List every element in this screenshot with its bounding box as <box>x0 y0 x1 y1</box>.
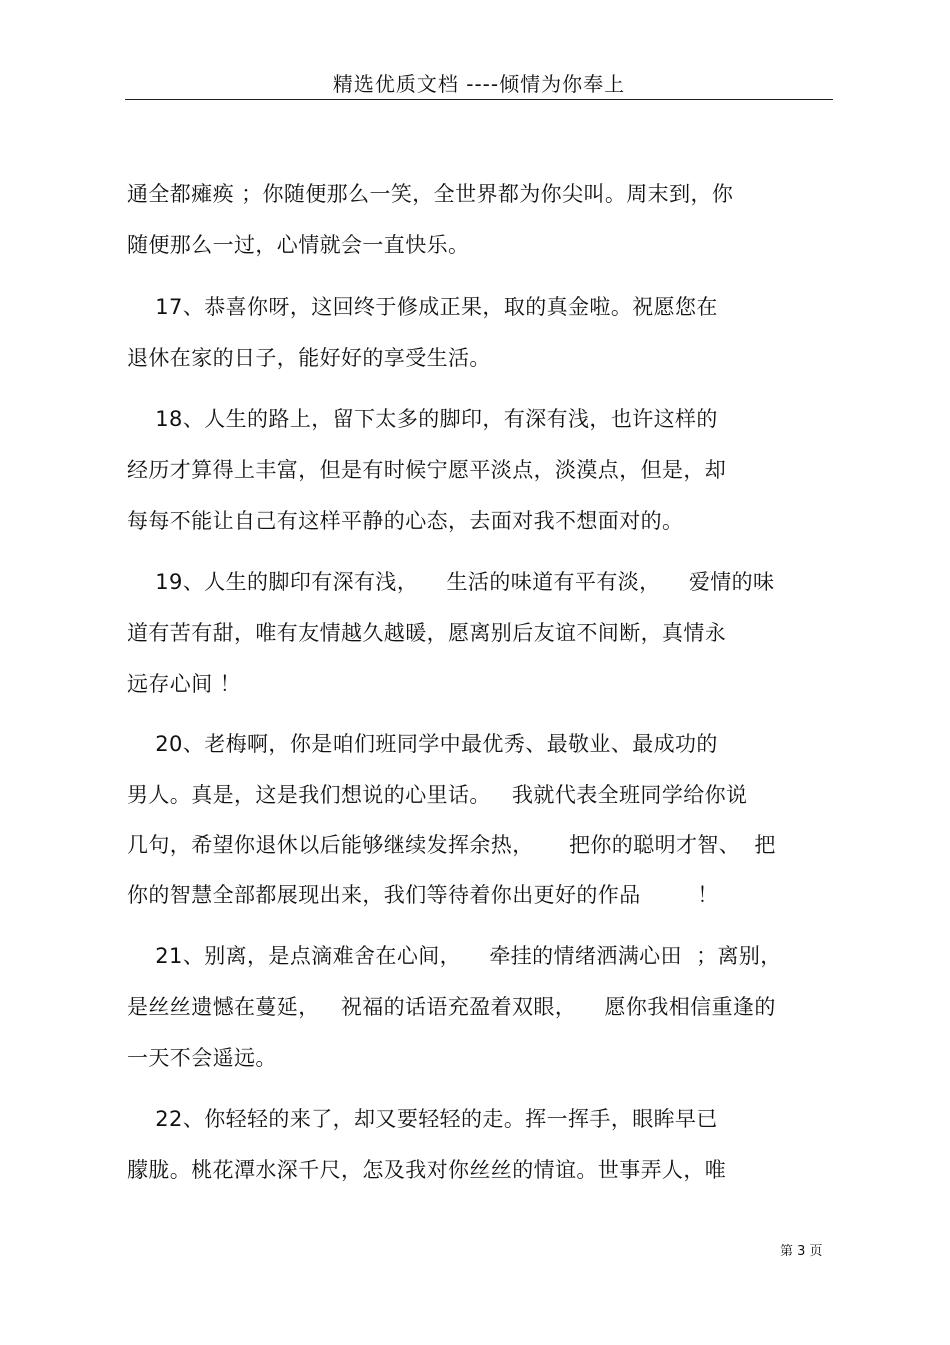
page-header-title: 精选优质文档 ----倾情为你奉上 <box>332 72 626 96</box>
text-line: 一天不会遥远。 <box>127 1046 277 1070</box>
text-line: 随便那么一过，心情就会一直快乐。 <box>127 233 470 257</box>
text-line: 19、人生的脚印有深有浅， 生活的味道有平有淡， 爱情的味 <box>127 570 775 594</box>
text-line: 通全都瘫痪 ；你随便那么一笑，全世界都为你尖叫。周末到，你 <box>127 182 734 206</box>
text-line: 经历才算得上丰富，但是有时候宁愿平淡点，淡漠点，但是，却 <box>127 458 727 482</box>
text-line: 男人。真是，这是我们想说的心里话。 我就代表全班同学给你说 <box>127 783 748 807</box>
text-line: 18、人生的路上，留下太多的脚印，有深有浅，也许这样的 <box>127 407 718 431</box>
text-line: 退休在家的日子，能好好的享受生活。 <box>127 346 491 370</box>
text-line: 朦胧。桃花潭水深千尺，怎及我对你丝丝的情谊。世事弄人，唯 <box>127 1158 727 1182</box>
text-line: 21、别离，是点滴难舍在心间， 牵挂的情绪洒满心田 ；离别， <box>127 944 782 968</box>
text-line: 22、你轻轻的来了，却又要轻轻的走。挥一挥手，眼眸早已 <box>127 1107 718 1131</box>
text-line: 道有苦有甜，唯有友情越久越暖，愿离别后友谊不间断，真情永 <box>127 621 727 645</box>
page-number: 第 3 页 <box>780 1244 823 1259</box>
text-line: 每每不能让自己有这样平静的心态，去面对我不想面对的。 <box>127 509 684 533</box>
text-line: 你的智慧全部都展现出来，我们等待着你出更好的作品 ！ <box>127 883 719 907</box>
text-line: 是丝丝遗憾在蔓延， 祝福的话语充盈着双眼， 愿你我相信重逢的 <box>127 995 776 1019</box>
text-line: 远存心间 ！ <box>127 672 242 696</box>
header-divider <box>125 99 833 100</box>
text-line: 17、恭喜你呀，这回终于修成正果，取的真金啦。祝愿您在 <box>127 295 718 319</box>
text-line: 几句，希望你退休以后能够继续发挥余热， 把你的聪明才智、 把 <box>127 833 776 857</box>
text-line: 20、老梅啊，你是咱们班同学中最优秀、最敬业、最成功的 <box>127 732 718 756</box>
